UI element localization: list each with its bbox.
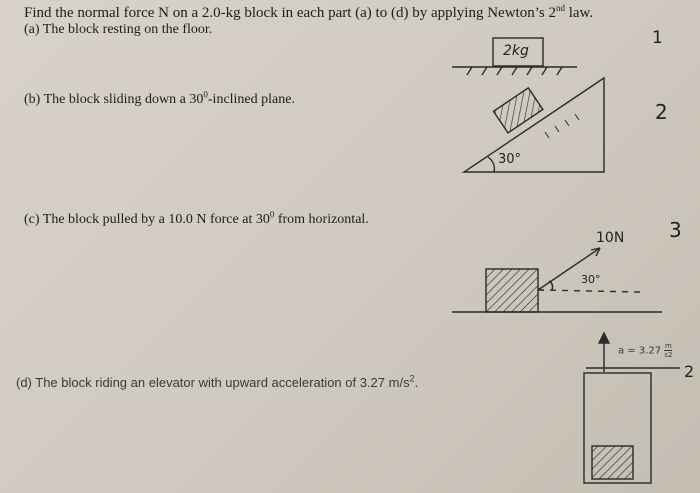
figure-b [464, 78, 604, 172]
force-label-c: 10N [596, 230, 625, 246]
score-c: 3 [669, 218, 682, 242]
block-b [493, 88, 542, 133]
block-a-label: 2kg [503, 43, 529, 59]
accel-unit-d [664, 342, 672, 359]
accel-label-d [618, 342, 672, 359]
floor-a-hatch [467, 67, 562, 75]
figure-c [452, 248, 662, 312]
part-b-pre: (b) The block sliding down a 30 [24, 92, 204, 107]
block-c [486, 269, 538, 312]
accel-arrowhead [599, 333, 609, 343]
accel-value-d: a = 3.27 [618, 345, 662, 357]
angle-label-c: 30° [581, 273, 601, 286]
part-b-post: -inclined plane. [207, 92, 295, 107]
part-d-post: . [414, 375, 419, 390]
part-c-pre: (c) The block pulled by a 10.0 N force at 30 [24, 212, 270, 227]
angle-label-b: 30° [498, 152, 522, 167]
score-a: 1 [652, 28, 663, 48]
part-a-text: (a) The block resting on the floor. [24, 22, 213, 37]
part-d-sup: 2 [409, 373, 415, 384]
part-c-post: from horizontal. [274, 212, 369, 227]
part-c-deg: 0 [269, 209, 275, 220]
part-d-pre: (d) The block riding an elevator with upward acceleration of 3.27 m/s [16, 375, 410, 390]
accel-unit-num: m [664, 342, 672, 350]
accel-unit-den: s2 [664, 351, 673, 359]
problem-intro-end: law. [564, 5, 594, 21]
angle-arc-b [488, 157, 494, 172]
force-arrowhead-c [591, 248, 600, 256]
score-d: 2 [684, 362, 695, 381]
incline-b-hatch [545, 114, 579, 138]
incline-b [464, 78, 604, 172]
block-d [592, 446, 633, 479]
horizontal-ref-c [538, 290, 640, 292]
problem-intro-sup: nd [555, 3, 565, 13]
score-b: 2 [655, 100, 668, 124]
part-b-deg: 0 [203, 89, 208, 100]
problem-intro: Find the normal force N on a 2.0-kg block in each part (a) to (d) by applying Newton’s 2 [24, 5, 556, 21]
